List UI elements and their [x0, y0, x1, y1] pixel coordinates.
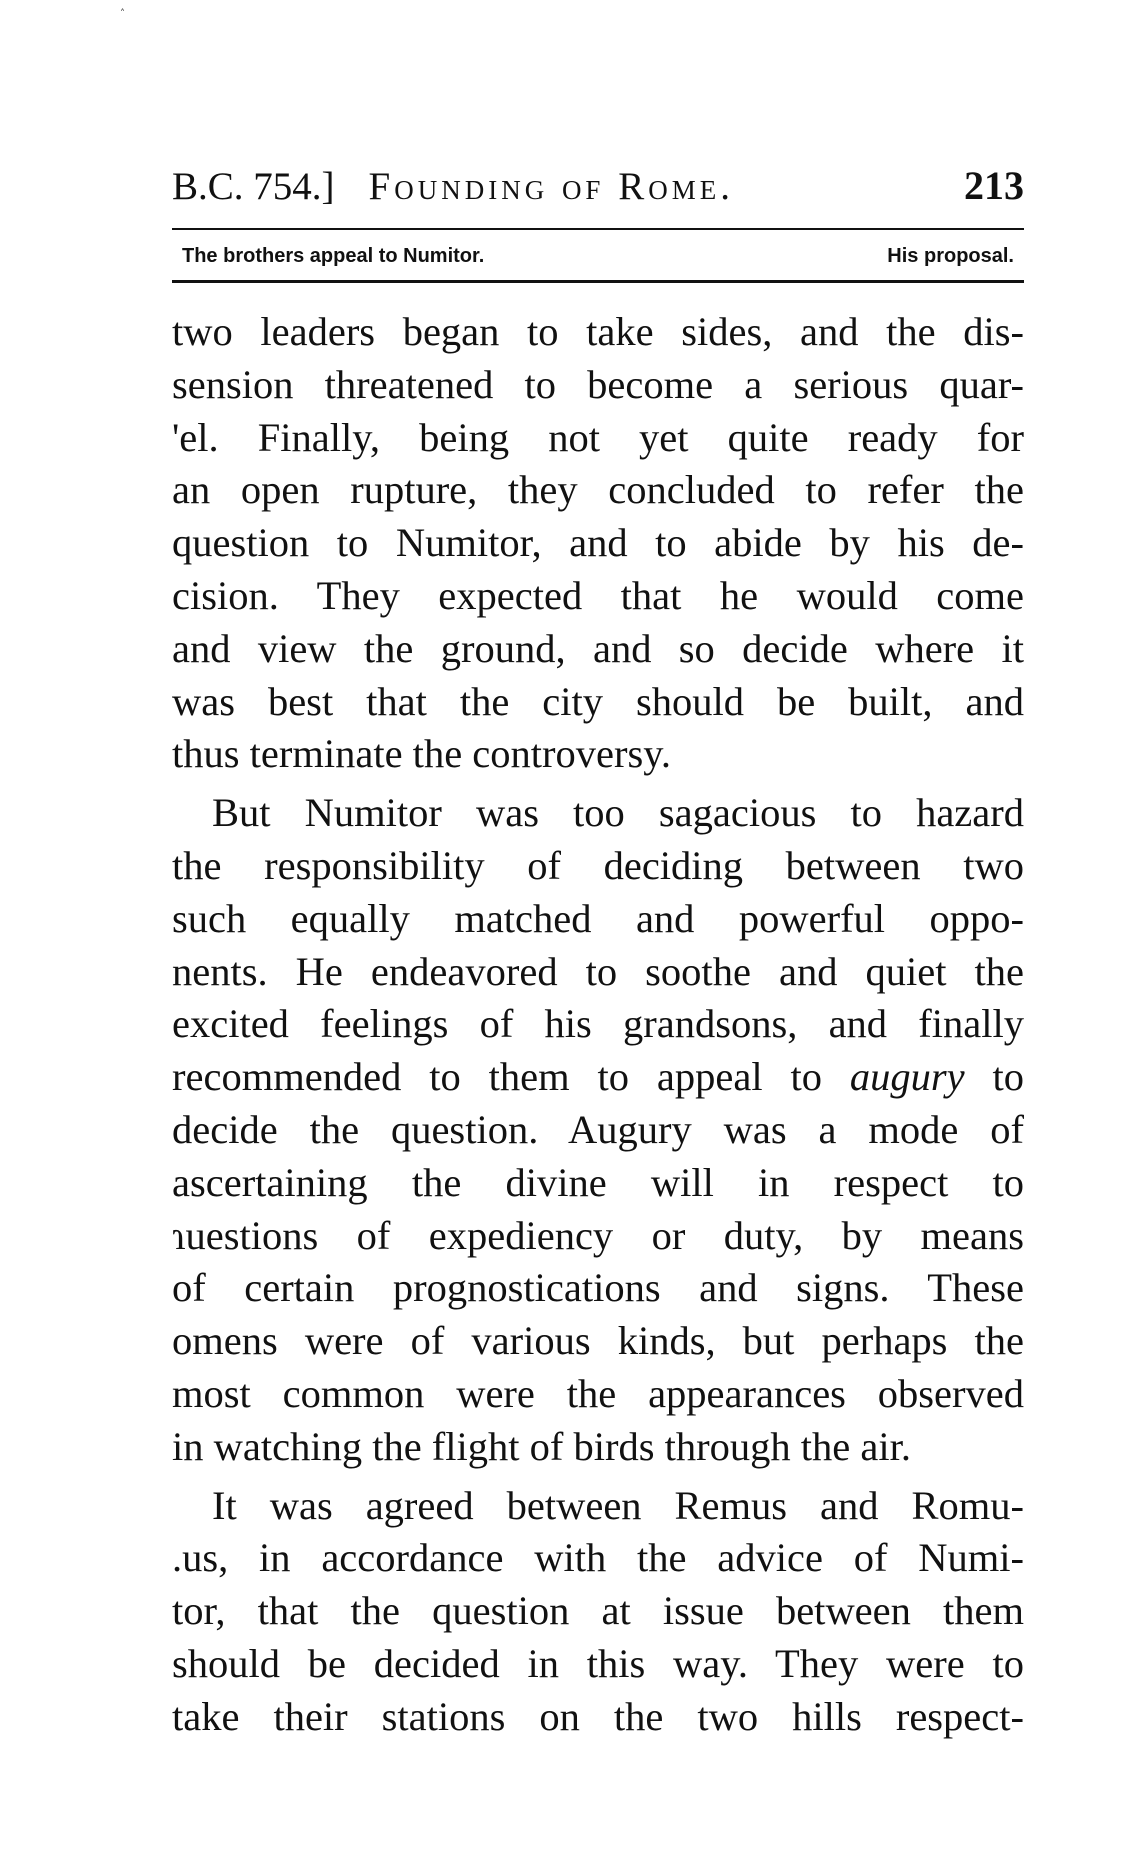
text-line: question to Numitor, and to abide by his de-	[172, 520, 1024, 566]
text-line: in watching the flight of birds through the air.	[172, 1423, 911, 1469]
text-span: recommended to them to appeal to	[172, 1054, 822, 1100]
text-line: cision. They expected that he would come	[172, 572, 1024, 618]
sidenote-bar	[182, 236, 1014, 276]
header-rule-top	[172, 228, 1024, 230]
body-text	[172, 306, 1024, 1744]
print-speck: ˄	[120, 9, 125, 20]
text-line: the responsibility of deciding between two	[172, 842, 1024, 888]
paragraph-1	[172, 306, 1024, 781]
text-line: such equally matched and powerful oppo-	[172, 895, 1024, 941]
text-line: and view the ground, and so decide where it	[172, 625, 1024, 671]
text-line: omens were of various kinds, but perhaps the	[172, 1318, 1024, 1364]
text-line: thus terminate the controversy.	[172, 731, 671, 777]
text-line: nents. He endeavored to soothe and quiet the	[172, 948, 1024, 994]
page-number: 213	[964, 163, 1024, 208]
text-line: It was agreed between Remus and Romu-	[212, 1482, 1024, 1528]
text-line: 'el. Finally, being not yet quite ready for	[172, 414, 1024, 460]
paragraph-2	[172, 787, 1024, 1473]
text-line: ɿuestions of expediency or duty, by means	[172, 1212, 1024, 1258]
header-rule-bottom	[172, 280, 1024, 283]
text-line: ascertaining the divine will in respect to	[172, 1159, 1024, 1205]
header-date: B.C. 754.]	[172, 165, 335, 208]
text-line: tor, that the question at issue between them	[172, 1588, 1024, 1634]
text-line-with-italic	[172, 1051, 1024, 1104]
paragraph-3	[172, 1480, 1024, 1744]
sidenote-left: The brothers appeal to Numitor.	[182, 244, 485, 267]
text-line: two leaders began to take sides, and the dis-	[172, 309, 1024, 354]
running-header	[172, 162, 1024, 212]
header-title: Founding of Rome.	[368, 165, 734, 208]
text-line: .us, in accordance with the advice of Numi-	[172, 1535, 1024, 1581]
italic-word: augury	[849, 1054, 965, 1100]
text-line: was best that the city should be built, and	[172, 678, 1024, 724]
text-line: most common were the appearances observed	[172, 1370, 1024, 1416]
sidenote-right: His proposal.	[887, 244, 1014, 267]
text-line: take their stations on the two hills respect-	[172, 1693, 1024, 1739]
text-line: decide the question. Augury was a mode of	[172, 1106, 1024, 1152]
text-line: an open rupture, they concluded to refer the	[172, 467, 1024, 513]
text-line: But Numitor was too sagacious to hazard	[212, 790, 1024, 836]
text-line: of certain prognostications and signs. These	[172, 1265, 1024, 1311]
text-line: excited feelings of his grandsons, and finally	[172, 1001, 1024, 1047]
text-span: to	[992, 1054, 1025, 1100]
text-line: should be decided in this way. They were to	[172, 1640, 1024, 1686]
text-line: sension threatened to become a serious quar-	[172, 361, 1024, 407]
